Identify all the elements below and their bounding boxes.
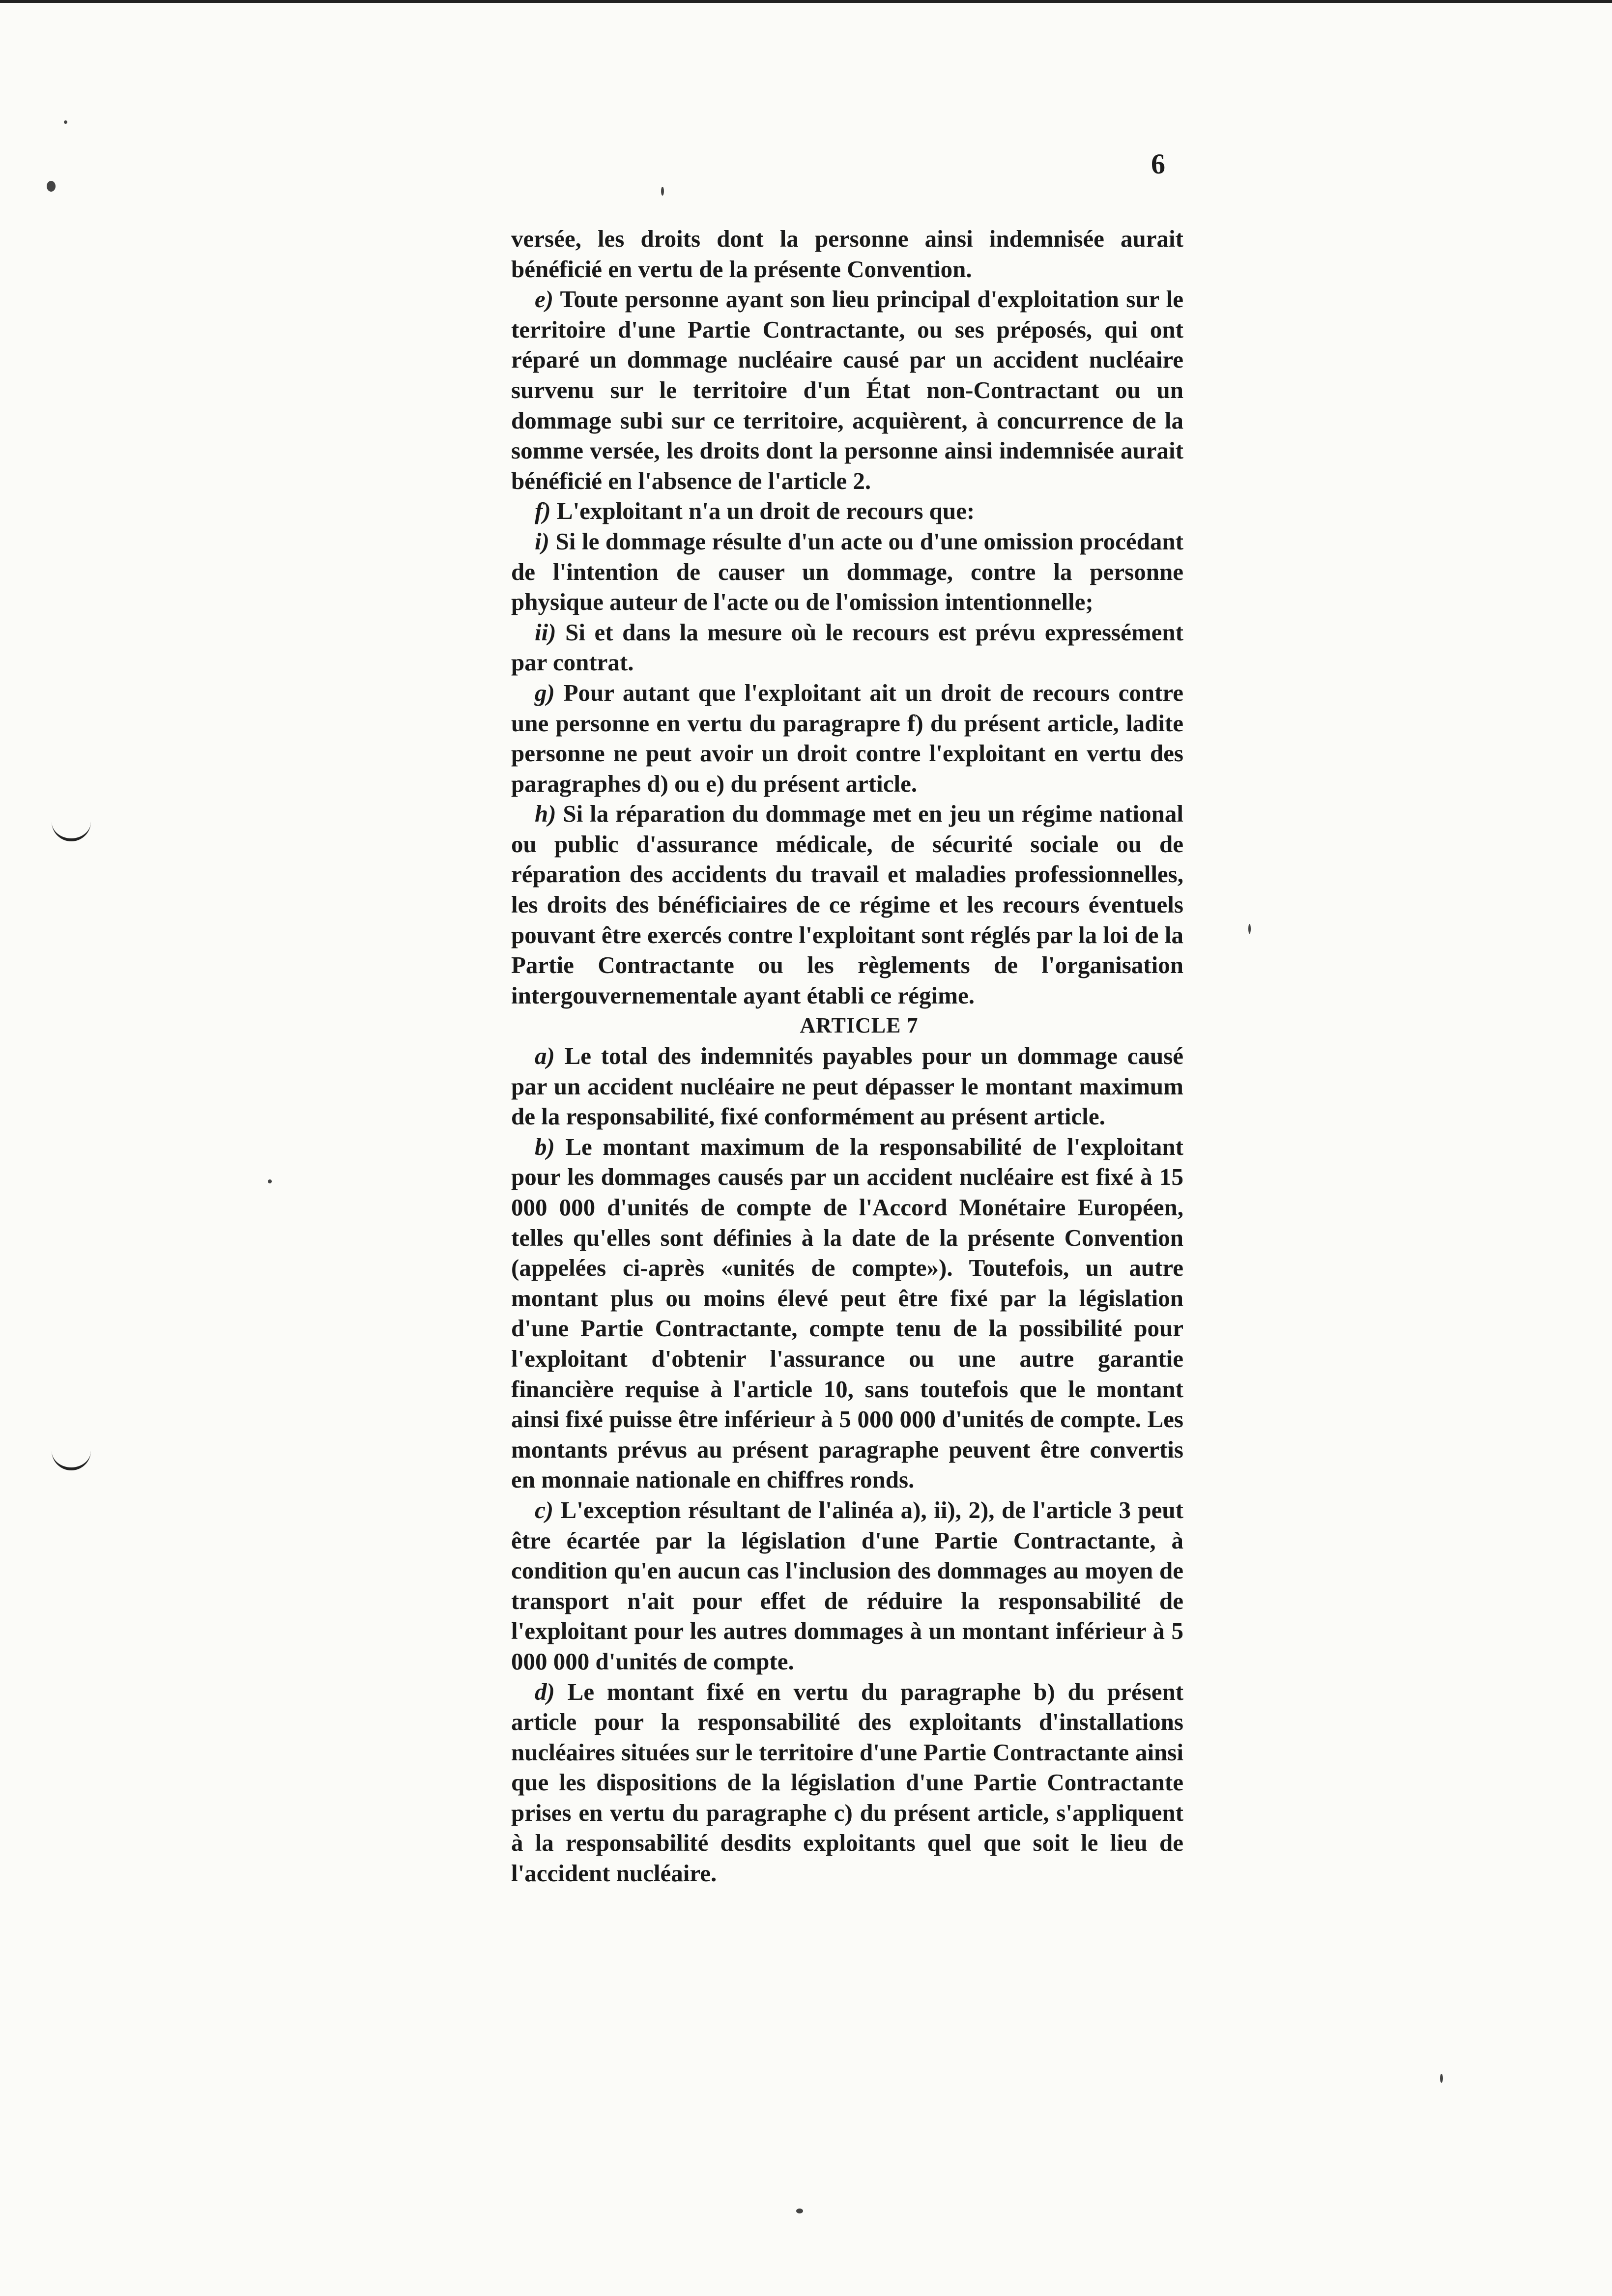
paragraph-label: e) [535, 286, 554, 313]
paragraph-text: Pour autant que l'exploitant ait un droit de recours contre une personne en vertu du paragrapre f) du présent article, ladite personne ne peut avoir un droit contre l'exploitant en vertu des paragraphes d) ou e) du présent article. [511, 679, 1184, 797]
paragraph-label: b) [535, 1133, 555, 1160]
paragraph-label: i) [535, 527, 549, 555]
scan-mark [52, 1450, 91, 1470]
scan-speck [64, 120, 67, 124]
article-paragraph-a [511, 1041, 1183, 1132]
paragraph-text: L'exception résultant de l'alinéa a), ii), 2), de l'article 3 peut être écartée par la législation d'une Partie Contractante, à condition qu'en aucun cas l'inclusion des dommages au moyen de transport n'ait pour effet de réduire la responsabilité de l'exploitant pour les autres dommages à un montant inférieur à 5 000 000 d'unités de compte. [511, 1496, 1183, 1675]
paragraph-text: Si le dommage résulte d'un acte ou d'une omission procédant de l'intention de causer un dommage, contre la personne physique auteur de l'acte ou de l'omission intentionnelle; [511, 527, 1183, 616]
paragraph-text: Le total des indemnités payables pour un dommage causé par un accident nucléaire ne peut dépasser le montant maximum de la responsabilité, fixé conformément au présent article. [511, 1042, 1184, 1130]
paragraph-text: Toute personne ayant son lieu principal d'exploitation sur le territoire d'une Partie Contractante, ou ses préposés, qui ont réparé un dommage nucléaire causé par un accident nucléaire survenu sur le territoire d'un État non-Contractant ou un dommage subi sur ce territoire, acquièrent, à concurrence de la somme versée, les droits dont la personne ainsi indemnisée aurait bénéficié en l'absence de l'article 2. [511, 286, 1183, 494]
text-column [511, 224, 1183, 1889]
paragraph-text: Si et dans la mesure où le recours est prévu expressément par contrat. [511, 618, 1183, 676]
paragraph-h [511, 799, 1183, 1010]
paragraph-f [511, 496, 1183, 526]
scan-speck [661, 187, 664, 196]
scan-speck [268, 1179, 272, 1183]
article-paragraph-b [511, 1132, 1183, 1495]
page-number: 6 [1151, 148, 1165, 180]
paragraph-label: h) [535, 800, 556, 828]
paragraph-label: g) [535, 679, 555, 706]
scan-speck [796, 2209, 803, 2213]
article-heading: ARTICLE 7 [800, 1013, 919, 1038]
paragraph-text: Le montant fixé en vertu du paragraphe b) du présent article pour la responsabilité des exploitants d'installations nucléaires situées sur le territoire d'une Partie Contractante ainsi que les dispositions de la législation d'une Partie Contractante prises en vertu du paragraphe c) du présent article, s'appliquent à la responsabilité desdits exploitants quel que soit le lieu de l'accident nucléaire. [511, 1678, 1184, 1887]
top-border-line [0, 0, 1612, 3]
paragraph-label: ii) [535, 618, 556, 646]
scan-mark [52, 821, 91, 841]
paragraph-text: versée, les droits dont la personne ainsi indemnisée aurait bénéficié en vertu de la présente Convention. [511, 225, 1183, 283]
paragraph-e [511, 284, 1183, 496]
article-paragraph-c [511, 1495, 1183, 1677]
article-paragraph-d [511, 1677, 1183, 1889]
paragraph-f-i [511, 526, 1183, 617]
scan-speck [47, 181, 56, 192]
continued-paragraph [511, 224, 1183, 284]
paragraph-g [511, 678, 1183, 799]
scan-speck [1248, 924, 1251, 934]
paragraph-label: f) [535, 497, 551, 525]
paragraph-label: a) [535, 1042, 555, 1070]
paragraph-text: Si la réparation du dommage met en jeu un régime national ou public d'assurance médicale, de sécurité sociale ou de réparation des accidents du travail et maladies professionnelles, les droits des bénéficiaires de ce régime et les recours éventuels pouvant être exercés contre l'exploitant sont réglés par la loi de la Partie Contractante ou les règlements de l'organisation intergouvernementale ayant établi ce régime. [511, 800, 1183, 1009]
paragraph-label: d) [535, 1678, 555, 1705]
paragraph-f-ii [511, 617, 1183, 678]
scan-speck [1440, 2074, 1443, 2083]
paragraph-text: Le montant maximum de la responsabilité de l'exploitant pour les dommages causés par un accident nucléaire est fixé à 15 000 000 d'unités de compte de l'Accord Monétaire Européen, telles qu'elles sont définies à la date de la présente Convention (appelées ci-après «unités de compte»). Toutefois, un autre montant plus ou moins élevé peut être fixé par la législation d'une Partie Contractante, compte tenu de la possibilité pour l'exploitant d'obtenir l'assurance ou une autre garantie financière requise à l'article 10, sans toutefois que le montant ainsi fixé puisse être inférieur à 5 000 000 d'unités de compte. Les montants prévus au présent paragraphe peuvent être convertis en monnaie nationale en chiffres ronds. [511, 1133, 1183, 1493]
paragraph-text: L'exploitant n'a un droit de recours que: [556, 497, 975, 525]
paragraph-label: c) [535, 1496, 554, 1523]
